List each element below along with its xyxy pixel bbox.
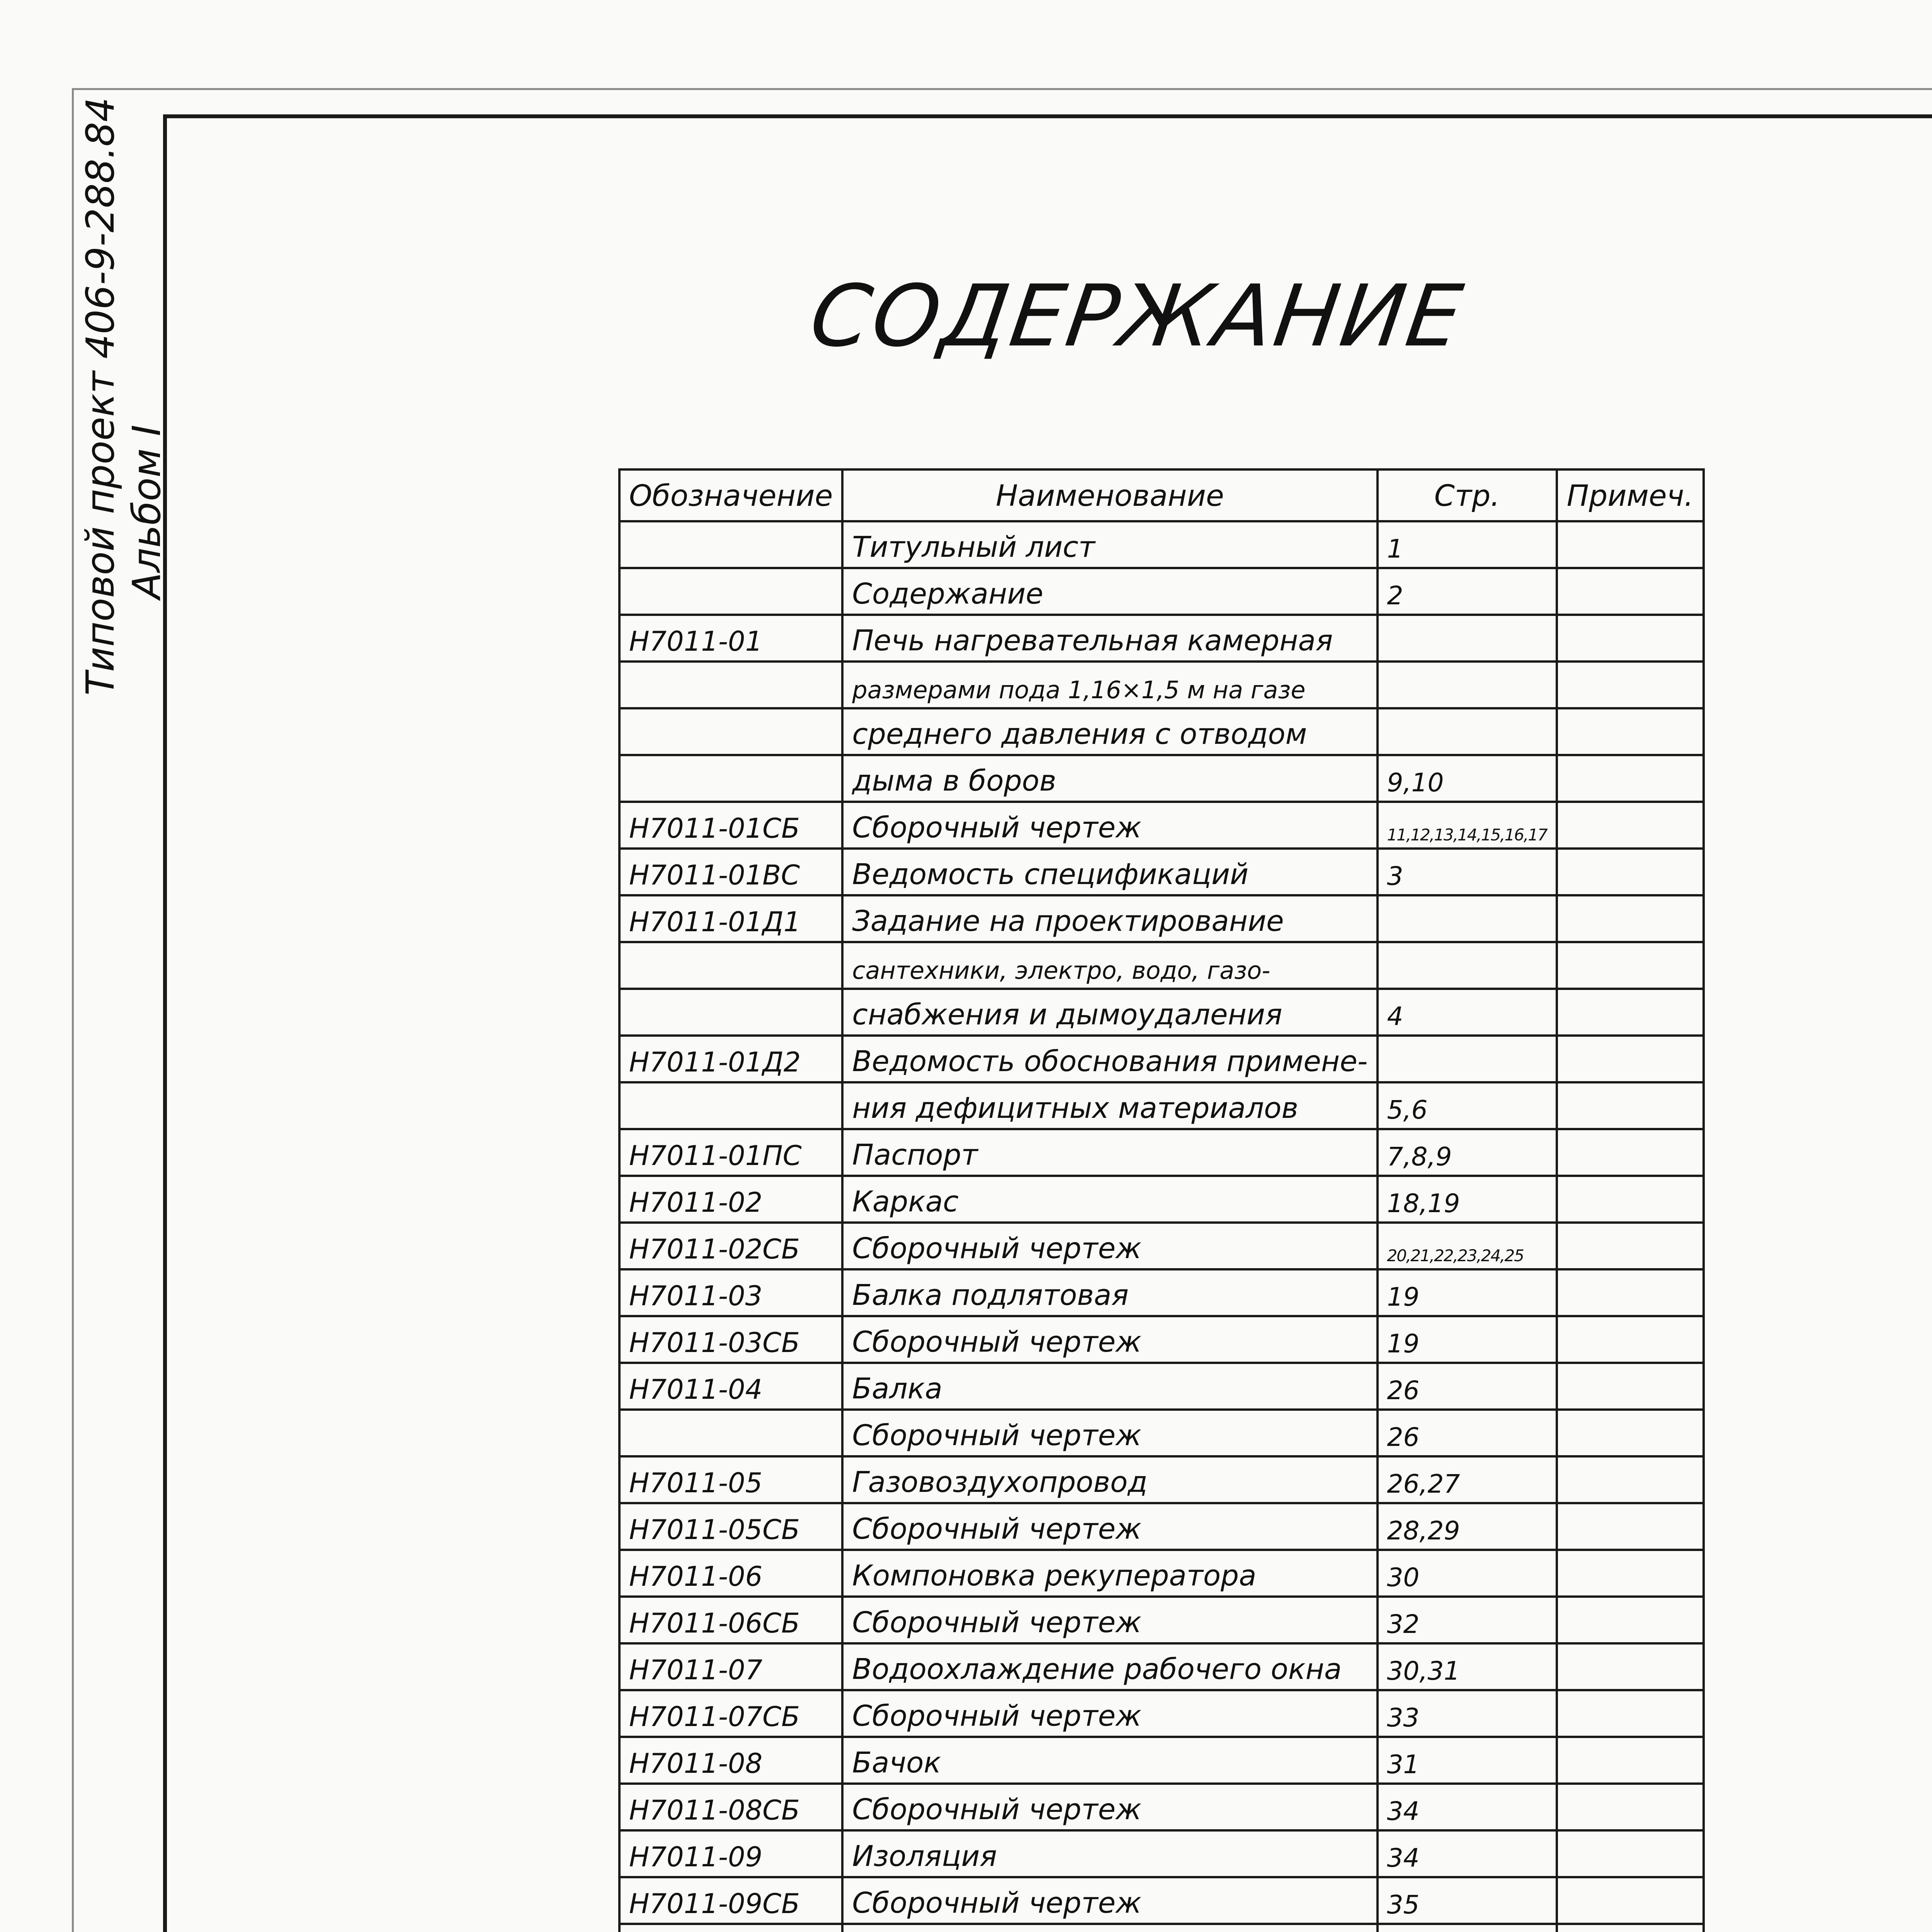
table-row (619, 755, 1704, 802)
row-page (1378, 615, 1557, 662)
row-page: 35 (1378, 1877, 1557, 1924)
table-row (619, 1597, 1704, 1643)
row-code (619, 1410, 842, 1456)
row-name: Ведомость спецификаций (842, 849, 1377, 895)
row-note (1557, 1643, 1704, 1690)
row-code (619, 1082, 842, 1129)
row-note (1557, 802, 1704, 849)
row-page (1378, 1924, 1557, 1932)
row-code: Н7011-03 (619, 1269, 842, 1316)
row-page: 30,31 (1378, 1643, 1557, 1690)
album-label: Альбом I (124, 425, 169, 599)
row-note (1557, 1830, 1704, 1877)
table-row (619, 1550, 1704, 1597)
project-code: Типовой проект 406-9-288.84 (78, 97, 123, 696)
row-page: 19 (1378, 1269, 1557, 1316)
header-code: Обозначение (619, 469, 842, 521)
row-name: дыма в боров (842, 755, 1377, 802)
table-row (619, 1082, 1704, 1129)
row-note (1557, 1784, 1704, 1830)
row-code (619, 942, 842, 989)
row-note (1557, 1082, 1704, 1129)
row-page: 31 (1378, 1737, 1557, 1784)
row-code: Н7011-02СБ (619, 1223, 842, 1269)
row-note (1557, 895, 1704, 942)
row-note (1557, 849, 1704, 895)
row-code (619, 1924, 842, 1932)
row-note (1557, 1223, 1704, 1269)
table-row (619, 662, 1704, 708)
row-note (1557, 1129, 1704, 1176)
table-row (619, 708, 1704, 755)
row-note (1557, 1690, 1704, 1737)
row-page: 19 (1378, 1316, 1557, 1363)
row-page: 26 (1378, 1410, 1557, 1456)
row-note (1557, 708, 1704, 755)
row-page: 30 (1378, 1550, 1557, 1597)
row-page: 3 (1378, 849, 1557, 895)
row-code: Н7011-06 (619, 1550, 842, 1597)
row-note (1557, 1456, 1704, 1503)
row-note (1557, 1924, 1704, 1932)
row-note (1557, 1176, 1704, 1223)
row-code: Н7011-09 (619, 1830, 842, 1877)
row-note (1557, 1503, 1704, 1550)
row-note (1557, 942, 1704, 989)
row-page: 1 (1378, 521, 1557, 568)
row-note (1557, 568, 1704, 615)
row-note (1557, 1036, 1704, 1082)
row-note (1557, 1269, 1704, 1316)
row-page: 11,12,13,14,15,16,17 (1378, 802, 1557, 849)
table-row (619, 1830, 1704, 1877)
table-row (619, 1924, 1704, 1932)
row-code (619, 989, 842, 1036)
row-name: Сборочный чертеж (842, 1503, 1377, 1550)
row-name: Сборочный чертеж (842, 1597, 1377, 1643)
header-note: Примеч. (1557, 469, 1704, 521)
row-name: Балка (842, 1363, 1377, 1410)
table-row (619, 521, 1704, 568)
row-code: Н7011-09СБ (619, 1877, 842, 1924)
table-row (619, 989, 1704, 1036)
row-page: 7,8,9 (1378, 1129, 1557, 1176)
row-page: 18,19 (1378, 1176, 1557, 1223)
row-name: Сборочный чертеж (842, 802, 1377, 849)
row-page (1378, 895, 1557, 942)
row-page (1378, 1036, 1557, 1082)
table-row (619, 1643, 1704, 1690)
row-code: Н7011-01Д1 (619, 895, 842, 942)
row-name: Сборочный чертеж (842, 1410, 1377, 1456)
row-name (842, 1924, 1377, 1932)
row-note (1557, 755, 1704, 802)
row-name: Сборочный чертеж (842, 1223, 1377, 1269)
row-name: Газовоздухопровод (842, 1456, 1377, 1503)
row-code: Н7011-06СБ (619, 1597, 842, 1643)
row-name: среднего давления с отводом (842, 708, 1377, 755)
table-row (619, 1877, 1704, 1924)
row-note (1557, 615, 1704, 662)
row-name: Паспорт (842, 1129, 1377, 1176)
row-page: 2 (1378, 568, 1557, 615)
row-code: Н7011-02 (619, 1176, 842, 1223)
row-note (1557, 1737, 1704, 1784)
row-name: Бачок (842, 1737, 1377, 1784)
row-code: Н7011-07 (619, 1643, 842, 1690)
row-note (1557, 1877, 1704, 1924)
row-page: 34 (1378, 1784, 1557, 1830)
table-row (619, 1737, 1704, 1784)
row-code (619, 568, 842, 615)
table-row (619, 568, 1704, 615)
row-code (619, 755, 842, 802)
row-page: 4 (1378, 989, 1557, 1036)
side-caption (77, 97, 170, 696)
row-code: Н7011-08 (619, 1737, 842, 1784)
row-code (619, 521, 842, 568)
row-name: размерами пода 1,16×1,5 м на газе (842, 662, 1377, 708)
row-code (619, 708, 842, 755)
row-code (619, 662, 842, 708)
row-note (1557, 1550, 1704, 1597)
header-page: Стр. (1378, 469, 1557, 521)
table-row (619, 1503, 1704, 1550)
table-row (619, 942, 1704, 989)
table-row (619, 615, 1704, 662)
row-page: 26,27 (1378, 1456, 1557, 1503)
row-note (1557, 1410, 1704, 1456)
row-name: Содержание (842, 568, 1377, 615)
row-name: Задание на проектирование (842, 895, 1377, 942)
row-page: 34 (1378, 1830, 1557, 1877)
row-code: Н7011-05СБ (619, 1503, 842, 1550)
row-page: 5,6 (1378, 1082, 1557, 1129)
row-name: снабжения и дымоудаления (842, 989, 1377, 1036)
page-title: СОДЕРЖАНИЕ (804, 267, 1470, 366)
row-page: 26 (1378, 1363, 1557, 1410)
table-row (619, 1176, 1704, 1223)
row-code: Н7011-01СБ (619, 802, 842, 849)
row-page: 28,29 (1378, 1503, 1557, 1550)
row-code: Н7011-01Д2 (619, 1036, 842, 1082)
row-name: сантехники, электро, водо, газо- (842, 942, 1377, 989)
row-name: Каркас (842, 1176, 1377, 1223)
table-header-row (619, 469, 1704, 521)
row-note (1557, 662, 1704, 708)
row-code: Н7011-01 (619, 615, 842, 662)
row-name: Сборочный чертеж (842, 1784, 1377, 1830)
table-row (619, 1316, 1704, 1363)
table-row (619, 1129, 1704, 1176)
table-row (619, 1410, 1704, 1456)
row-page (1378, 942, 1557, 989)
contents-table (618, 468, 1705, 1932)
row-name: Печь нагревательная камерная (842, 615, 1377, 662)
row-page: 20,21,22,23,24,25 (1378, 1223, 1557, 1269)
row-name: Водоохлаждение рабочего окна (842, 1643, 1377, 1690)
table-row (619, 802, 1704, 849)
row-name: Сборочный чертеж (842, 1690, 1377, 1737)
table-row (619, 1784, 1704, 1830)
row-name: ния дефицитных материалов (842, 1082, 1377, 1129)
row-name: Ведомость обоснования примене- (842, 1036, 1377, 1082)
row-name: Изоляция (842, 1830, 1377, 1877)
table-row (619, 1269, 1704, 1316)
row-name: Титульный лист (842, 521, 1377, 568)
row-note (1557, 989, 1704, 1036)
row-note (1557, 521, 1704, 568)
table-row (619, 895, 1704, 942)
row-code: Н7011-04 (619, 1363, 842, 1410)
row-code: Н7011-01ПС (619, 1129, 842, 1176)
row-code: Н7011-03СБ (619, 1316, 842, 1363)
row-note (1557, 1363, 1704, 1410)
row-page (1378, 662, 1557, 708)
table-row (619, 1363, 1704, 1410)
row-name: Компоновка рекуператора (842, 1550, 1377, 1597)
row-name: Балка подлятовая (842, 1269, 1377, 1316)
row-page: 32 (1378, 1597, 1557, 1643)
row-code: Н7011-07СБ (619, 1690, 842, 1737)
row-name: Сборочный чертеж (842, 1316, 1377, 1363)
row-page: 33 (1378, 1690, 1557, 1737)
row-code: Н7011-01ВС (619, 849, 842, 895)
table-row (619, 1456, 1704, 1503)
row-page: 9,10 (1378, 755, 1557, 802)
table-body (619, 521, 1704, 1932)
row-code: Н7011-05 (619, 1456, 842, 1503)
row-note (1557, 1316, 1704, 1363)
row-page (1378, 708, 1557, 755)
table-row (619, 1690, 1704, 1737)
row-note (1557, 1597, 1704, 1643)
header-name: Наименование (842, 469, 1377, 521)
table-row (619, 849, 1704, 895)
table-row (619, 1223, 1704, 1269)
table-row (619, 1036, 1704, 1082)
row-code: Н7011-08СБ (619, 1784, 842, 1830)
row-name: Сборочный чертеж (842, 1877, 1377, 1924)
